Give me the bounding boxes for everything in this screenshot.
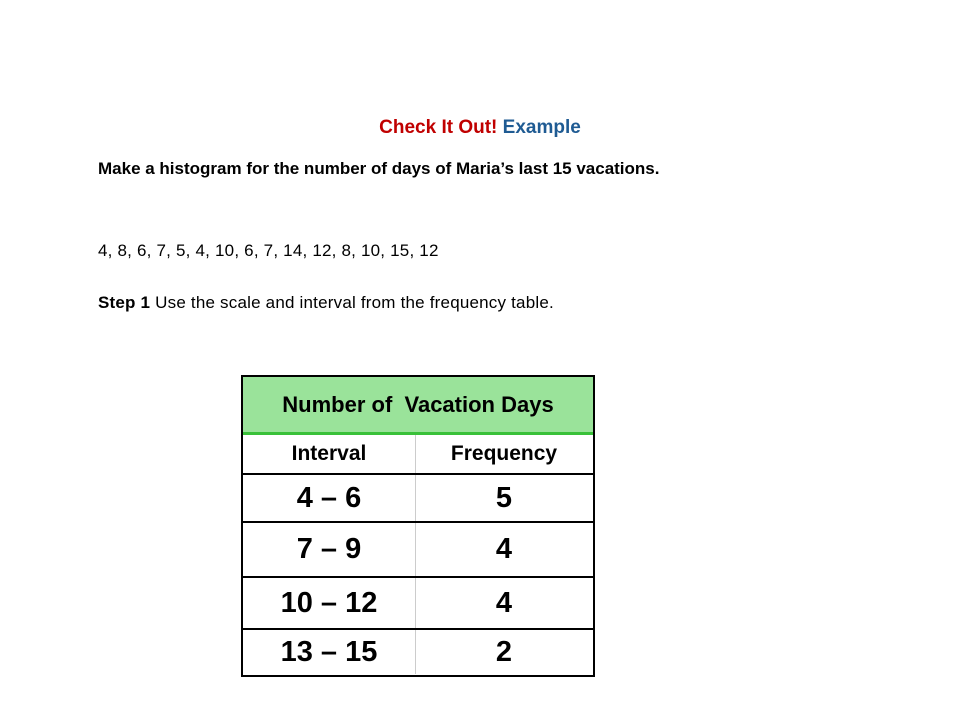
- interval-cell: 13 – 15: [243, 630, 416, 674]
- title-check-it-out: Check It Out!: [379, 117, 498, 138]
- table-row: [243, 523, 593, 578]
- step-instruction: [98, 293, 554, 313]
- interval-cell: 7 – 9: [243, 523, 416, 576]
- table-row: [243, 578, 593, 630]
- interval-cell: 10 – 12: [243, 578, 416, 628]
- frequency-cell: 4: [495, 533, 513, 565]
- table-column-headers: [243, 435, 593, 475]
- data-values: 4, 8, 6, 7, 5, 4, 10, 6, 7, 14, 12, 8, 10, 15, 12: [98, 241, 439, 260]
- step-label: Step 1: [98, 293, 151, 312]
- column-header-frequency: Frequency: [450, 442, 558, 465]
- column-header-interval: Interval: [243, 435, 416, 473]
- slide-title: [0, 117, 960, 139]
- table-title: Number of Vacation Days: [243, 377, 593, 435]
- problem-prompt: Make a histogram for the number of days of Maria’s last 15 vacations.: [98, 159, 660, 178]
- step-text: Use the scale and interval from the frequency table.: [150, 293, 554, 312]
- interval-cell: 4 – 6: [243, 475, 416, 521]
- table-row: [243, 475, 593, 523]
- title-example: Example: [502, 117, 581, 138]
- frequency-cell: 5: [495, 481, 513, 514]
- table-row: [243, 630, 593, 674]
- frequency-table: [241, 375, 595, 677]
- frequency-cell: 2: [495, 635, 513, 668]
- frequency-cell: 4: [495, 586, 513, 619]
